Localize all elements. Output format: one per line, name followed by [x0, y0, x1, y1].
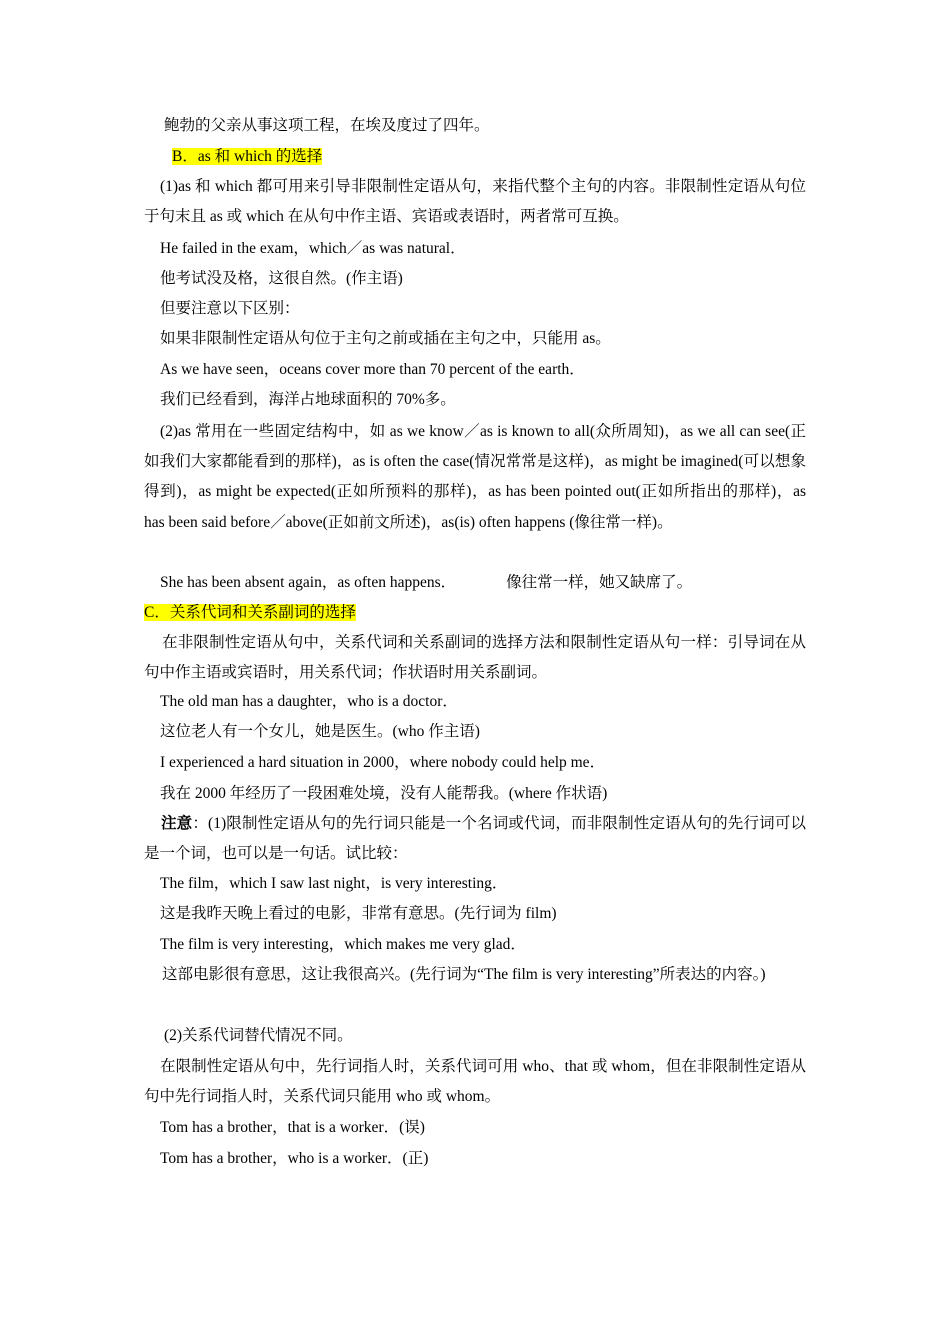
example-which-as-zh: 他考试没及格，这很自然。(作主语) [160, 270, 403, 287]
note-intro: 但要注意以下区别： [160, 300, 300, 317]
example-as-seen-en: As we have seen，oceans cover more than 70 percent of the earth． [160, 361, 585, 378]
note-paragraph [144, 809, 806, 869]
rule-as-only: 如果非限制性定语从句位于主句之前或插在主句之中，只能用 as。 [160, 330, 611, 347]
example-daughter-en: The old man has a daughter，who is a doctor． [160, 693, 458, 710]
example-often-happens-en: She has been absent again，as often happens． [160, 574, 457, 591]
example-as-seen-zh: 我们已经看到，海洋占地球面积的 70%多。 [160, 391, 456, 408]
section-c-paragraph-2: 在限制性定语从句中，先行词指人时，关系代词可用 who、that 或 whom，但在非限制性定语从句中先行词指人时，关系代词只能用 who 或 whom。 [144, 1058, 806, 1106]
note-text: ：(1)限制性定语从句的先行词只能是一个名词或代词，而非限制性定语从句的先行词可以是一个词，也可以是一句话。试比较： [144, 815, 806, 863]
example-brother-right: Tom has a brother，who is a worker．(正) [160, 1150, 429, 1167]
example-which-as-en: He failed in the exam，which／as was natural． [160, 240, 466, 257]
example-film-1-en: The film，which I saw last night，is very interesting． [160, 875, 508, 892]
example-film-2-zh: 这部电影很有意思，这让我很高兴。(先行词为“The film is very interesting”所表达的内容。) [162, 966, 766, 983]
section-b-heading-text: B．as 和 which 的选择 [172, 148, 323, 165]
example-film-2-en: The film is very interesting，which makes me very glad． [160, 936, 526, 953]
section-b-paragraph-2: (2)as 常用在一些固定结构中，如 as we know／as is known to all(众所周知)，as we all can see(正如我们大家都能看到的那样)，as is often the case(情况常常是这样)，as might be imagined(可以想象得到)，as might be expected(正如所预料的那样)，as has been pointed out(正如所指出的那样)，as has been said before／above(正如前文所述)，as(is) often happens (像往常一样)。 [144, 423, 806, 531]
example-brother-wrong: Tom has a brother，that is a worker．(误) [160, 1119, 425, 1136]
section-c-point-2-title: (2)关系代词替代情况不同。 [164, 1027, 353, 1044]
section-c-heading [144, 603, 356, 623]
example-film-1-zh: 这是我昨天晚上看过的电影，非常有意思。(先行词为 film) [160, 905, 557, 922]
intro-line: 鲍勃的父亲从事这项工程，在埃及度过了四年。 [164, 117, 490, 134]
example-daughter-zh: 这位老人有一个女儿，她是医生。(who 作主语) [160, 723, 480, 740]
note-label: 注意 [161, 815, 193, 832]
example-often-happens-zh: 像往常一样，她又缺席了。 [506, 574, 693, 591]
section-c-paragraph-1: 在非限制性定语从句中，关系代词和关系副词的选择方法和限制性定语从句一样：引导词在从句中作主语或宾语时，用关系代词；作状语时用关系副词。 [144, 634, 806, 682]
example-often-happens [160, 573, 692, 593]
example-situation-en: I experienced a hard situation in 2000，where nobody could help me． [160, 754, 606, 771]
section-c-heading-text: C．关系代词和关系副词的选择 [144, 604, 356, 621]
section-b-paragraph-1: (1)as 和 which 都可用来引导非限制性定语从句，来指代整个主句的内容。非限制性定语从句位于句末且 as 或 which 在从句中作主语、宾语或表语时，两者常可互换。 [144, 178, 806, 226]
section-b-heading [172, 147, 322, 167]
example-situation-zh: 我在 2000 年经历了一段困难处境，没有人能帮我。(where 作状语) [160, 785, 608, 802]
